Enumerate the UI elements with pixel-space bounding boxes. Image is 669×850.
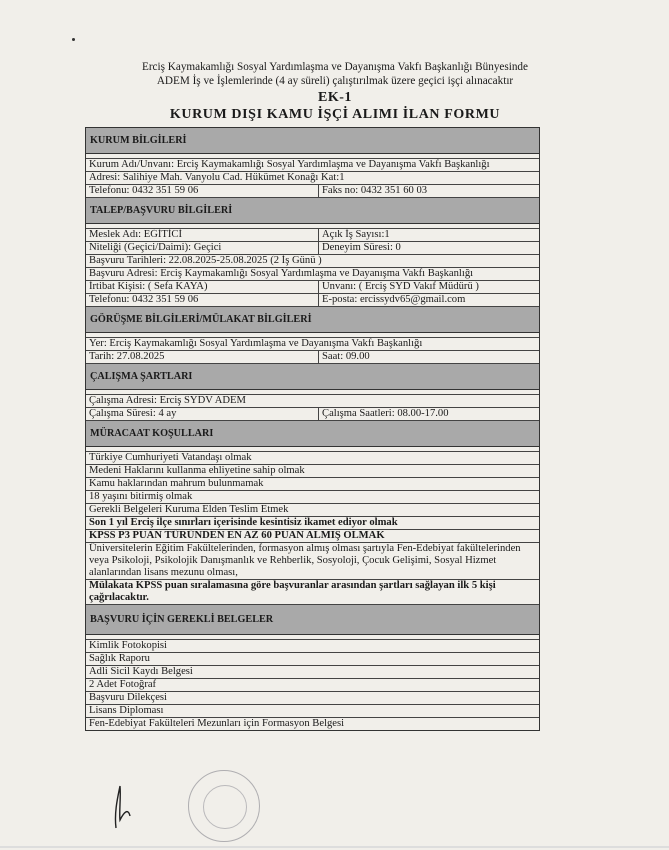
belge-4: 2 Adet Fotoğraf — [89, 679, 157, 690]
condition-2: Medeni Haklarını kullanma ehliyetine sahip olmak — [89, 465, 305, 476]
row-calisma-adres — [86, 395, 539, 408]
section-talep: TALEP/BAŞVURU BİLGİLERİ — [86, 198, 539, 224]
condition-5: Gerekli Belgeleri Kuruma Elden Teslim Etmek — [89, 504, 289, 515]
row-kurum-telefon — [86, 185, 539, 198]
belge-5: Başvuru Dilekçesi — [89, 692, 167, 703]
kurum-telefon: Telefonu: 0432 351 59 06 — [86, 185, 319, 197]
row-basvuru-adres — [86, 268, 539, 281]
belge-7: Fen-Edebiyat Fakülteleri Mezunları için Formasyon Belgesi — [89, 718, 345, 729]
section-muracaat: MÜRACAAT KOŞULLARI — [86, 421, 539, 447]
basvuru-tarihleri: Başvuru Tarihleri: 22.08.2025-25.08.2025 (2 İş Günü ) — [89, 255, 322, 266]
belge-2: Sağlık Raporu — [89, 653, 150, 664]
signature — [108, 782, 134, 830]
list-item — [86, 705, 539, 718]
belge-1: Kimlik Fotokopisi — [89, 640, 167, 651]
scan-speck — [72, 38, 75, 41]
kurum-adres: Adresi: Salihiye Mah. Vanyolu Cad. Hükümet Konağı Kat:1 — [89, 172, 345, 183]
condition-kpss: KPSS P3 PUAN TÜRÜNDEN EN AZ 60 PUAN ALMIŞ OLMAK — [89, 530, 385, 541]
condition-egitim: Üniversitelerin Eğitim Fakültelerinden, formasyon almış olması şartıyla Fen-Edebiyat fakültelerinden veya Psikoloji, Psikolojik Danışmanlık ve Rehberlik, Sosyoloji, Çocuk Gelişimi, Sosyal Hizmet alanlarından lisans mezunu olması, — [89, 543, 521, 578]
row-yer — [86, 338, 539, 351]
belge-3: Adli Sicil Kaydı Belgesi — [89, 666, 193, 677]
unvan: Unvanı: ( Erciş SYD Vakıf Müdürü ) — [322, 281, 479, 292]
section-calisma: ÇALIŞMA ŞARTLARI — [86, 364, 539, 390]
list-item — [86, 653, 539, 666]
eposta: E-posta: ercissydv65@gmail.com — [322, 294, 466, 305]
condition-1: Türkiye Cumhuriyeti Vatandaşı olmak — [89, 452, 252, 463]
belge-6: Lisans Diploması — [89, 705, 164, 716]
condition-3: Kamu haklarından mahrum bulunmamak — [89, 478, 264, 489]
kurum-faks: Faks no: 0432 351 60 03 — [322, 185, 428, 196]
list-item — [86, 640, 539, 653]
condition-4: 18 yaşını bitirmiş olmak — [89, 491, 193, 502]
announcement-form — [85, 127, 540, 731]
list-item — [86, 718, 539, 730]
row-tarih-saat — [86, 351, 539, 364]
section-gorusme: GÖRÜŞME BİLGİLERİ/MÜLAKAT BİLGİLERİ — [86, 307, 539, 333]
meslek-adi: Meslek Adı: EĞİTİCİ — [86, 229, 319, 241]
official-stamp — [188, 770, 260, 842]
condition-mulakat: Mülakata KPSS puan sıralamasına göre başvuranlar arasından şartları sağlayan ilk 5 kişi çağrılacaktır. — [89, 580, 496, 603]
basvuru-adresi: Başvuru Adresi: Erciş Kaymakamlığı Sosyal Yardımlaşma ve Dayanışma Vakfı Başkanlığı — [89, 268, 474, 279]
calisma-suresi: Çalışma Süresi: 4 ay — [86, 408, 319, 420]
condition-ikamet: Son 1 yıl Erciş ilçe sınırları içerisinde kesintisiz ikamet ediyor olmak — [89, 517, 398, 528]
deneyim: Deneyim Süresi: 0 — [322, 242, 401, 253]
list-item — [86, 692, 539, 705]
row-irtibat — [86, 281, 539, 294]
kurum-ad: Kurum Adı/Unvanı: Erciş Kaymakamlığı Sosyal Yardımlaşma ve Dayanışma Vakfı Başkanlığı — [89, 159, 490, 170]
row-kurum-adres — [86, 172, 539, 185]
gorusme-tarih: Tarih: 27.08.2025 — [86, 351, 319, 363]
section-kurum: KURUM BİLGİLERİ — [86, 128, 539, 154]
list-item — [86, 504, 539, 517]
gorusme-yer: Yer: Erciş Kaymakamlığı Sosyal Yardımlaşma ve Dayanışma Vakfı Başkanlığı — [89, 338, 423, 349]
intro-line-1: Erciş Kaymakamlığı Sosyal Yardımlaşma ve Dayanışma Vakfı Başkanlığı Bünyesinde — [141, 61, 528, 73]
list-item — [86, 543, 539, 580]
nitelik: Niteliği (Geçici/Daimi): Geçici — [86, 242, 319, 254]
list-item — [86, 679, 539, 692]
list-item — [86, 491, 539, 504]
list-item — [86, 452, 539, 465]
irtibat-kisisi: İrtibat Kişisi: ( Sefa KAYA) — [86, 281, 319, 293]
intro-text — [60, 60, 610, 88]
row-tarihler — [86, 255, 539, 268]
list-item — [86, 465, 539, 478]
list-item — [86, 517, 539, 530]
row-calisma-sure — [86, 408, 539, 421]
row-meslek — [86, 229, 539, 242]
section-belgeler: BAŞVURU İÇİN GEREKLİ BELGELER — [86, 605, 539, 635]
calisma-adresi: Çalışma Adresi: Erciş SYDV ADEM — [89, 395, 246, 406]
row-nitelik — [86, 242, 539, 255]
list-item — [86, 530, 539, 543]
row-kurum-ad — [86, 159, 539, 172]
list-item — [86, 478, 539, 491]
talep-telefon: Telefonu: 0432 351 59 06 — [86, 294, 319, 306]
gorusme-saat: Saat: 09.00 — [322, 351, 370, 362]
list-item — [86, 666, 539, 679]
list-item — [86, 580, 539, 605]
row-iletisim — [86, 294, 539, 307]
calisma-saatleri: Çalışma Saatleri: 08.00-17.00 — [322, 408, 449, 419]
annex-label: EK-1 — [318, 90, 352, 105]
page-edge — [0, 846, 669, 848]
acik-is-sayisi: Açık İş Sayısı:1 — [322, 229, 390, 240]
form-title: KURUM DIŞI KAMU İŞÇİ ALIMI İLAN FORMU — [169, 107, 501, 122]
intro-line-2: ADEM İş ve İşlemlerinde (4 ay süreli) çalıştırılmak üzere geçici işçi alınacaktır — [156, 75, 514, 87]
